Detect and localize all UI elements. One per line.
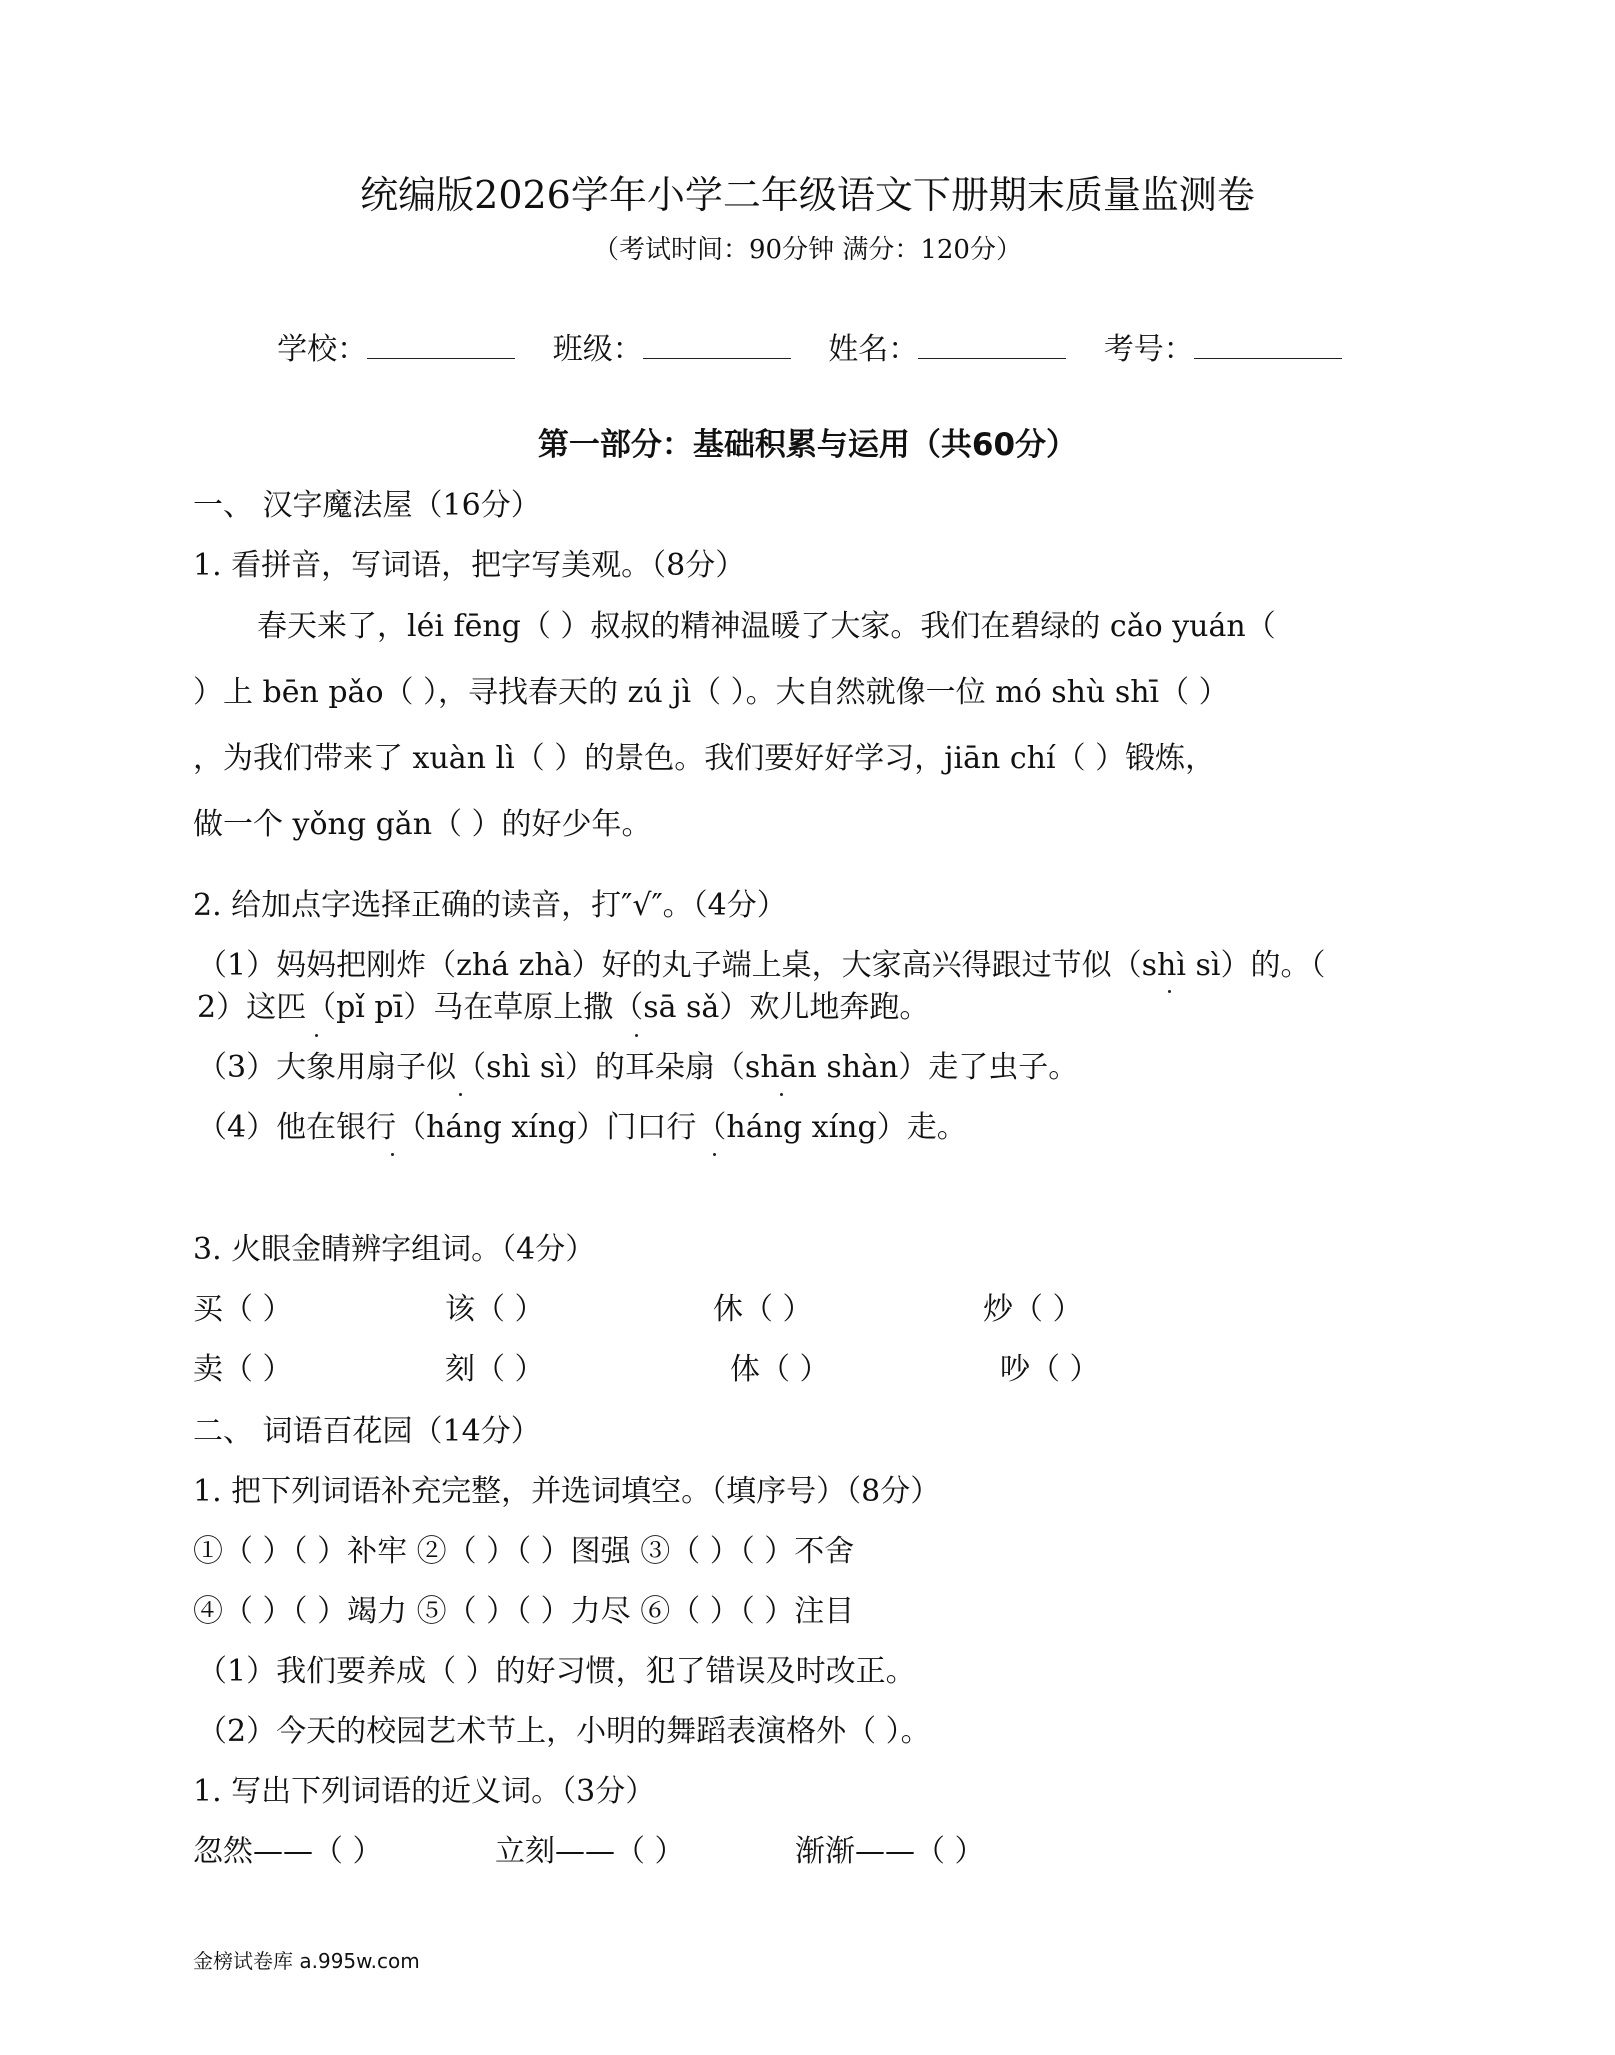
s1-q2-title: 2. 给加点字选择正确的读音，打″√″。（4分） [193,888,787,923]
s2-q1-row-1: ①（ ）（ ）补牢 ②（ ）（ ）图强 ③（ ）（ ）不舍 [193,1534,855,1569]
s1-q1-line-1: 春天来了，léi fēng（ ）叔叔的精神温暖了大家。我们在碧绿的 cǎo yuán（ [257,609,1276,644]
s1-q1-paragraph [193,594,1443,858]
s1-q2-line-3: （3）大象用扇子似（shì sì）的耳朵扇（shān shàn）走了虫子。 [197,1050,1079,1085]
student-info-row [0,330,1615,370]
s1-q2-line-1: （1）妈妈把刚炸（zhá zhà）好的丸子端上桌，大家高兴得跟过节似（shì sì）的。（ [197,948,1326,983]
s1-q2-line-2: 2）这匹（pǐ pī）马在草原上撒（sā sǎ）欢儿地奔跑。 [197,990,930,1025]
s1-q3-item: 休（ ） [713,1292,813,1327]
synonym-item: 渐渐——（ ） [795,1834,985,1869]
footer-source: 金榜试卷库 a.995w.com [193,1949,420,1973]
emphasis-dot [713,1153,716,1156]
name-label: 姓名： [828,332,919,367]
s1-q3-item: 吵（ ） [1000,1352,1100,1387]
s1-q3-item: 刻（ ） [445,1352,545,1387]
section1-heading: 一、 汉字魔法屋（16分） [193,488,541,523]
s2-q2-title: 1. 写出下列词语的近义词。（3分） [193,1774,656,1809]
s1-q1-line-4: 做一个 yǒng gǎn（ ）的好少年。 [193,807,652,842]
s1-q3-item: 体（ ） [730,1352,830,1387]
exam-title: 统编版2026学年小学二年级语文下册期末质量监测卷 [360,173,1255,217]
s1-q3-item: 买（ ） [193,1292,293,1327]
class-blank[interactable] [643,332,791,359]
exam-number-blank[interactable] [1194,332,1342,359]
s1-q1-line-3: ，为我们带来了 xuàn lì（ ）的景色。我们要好好学习，jiān chí（ ）锻炼， [193,741,1216,776]
section2-heading: 二、 词语百花园（14分） [193,1414,541,1449]
part1-title: 第一部分：基础积累与运用（共60分） [537,427,1078,463]
emphasis-dot [780,1093,783,1096]
emphasis-dot [635,1034,638,1037]
emphasis-dot [459,1093,462,1096]
s1-q1-line-2: ）上 bēn pǎo（ ），寻找春天的 zú jì（ ）。大自然就像一位 mó shù shī（ ） [193,675,1229,710]
s2-q1-sentence-2: （2）今天的校园艺术节上，小明的舞蹈表演格外（ ）。 [197,1714,931,1749]
s1-q3-item: 该（ ） [445,1292,545,1327]
class-label: 班级： [552,332,643,367]
synonym-item: 忽然——（ ） [193,1834,383,1869]
s2-q1-title: 1. 把下列词语补充完整，并选词填空。（填序号）（8分） [193,1474,941,1509]
s1-q2-line-4: （4）他在银行（háng xíng）门口行（háng xíng）走。 [197,1110,967,1145]
s1-q3-title: 3. 火眼金睛辨字组词。（4分） [193,1232,596,1267]
emphasis-dot [1168,990,1171,993]
exam-subtitle: （考试时间：90分钟 满分：120分） [593,235,1022,265]
school-label: 学校： [277,332,368,367]
s2-q1-sentence-1: （1）我们要养成（ ）的好习惯，犯了错误及时改正。 [197,1654,916,1689]
name-blank[interactable] [918,332,1066,359]
school-blank[interactable] [367,332,515,359]
synonym-item: 立刻——（ ） [495,1834,685,1869]
exam-number-label: 考号： [1103,332,1194,367]
s1-q3-item: 炒（ ） [983,1292,1083,1327]
s1-q3-item: 卖（ ） [193,1352,293,1387]
emphasis-dot [391,1153,394,1156]
s2-q1-row-2: ④（ ）（ ）竭力 ⑤（ ）（ ）力尽 ⑥（ ）（ ）注目 [193,1594,855,1629]
emphasis-dot [315,1034,318,1037]
s1-q1-title: 1. 看拼音，写词语，把字写美观。（8分） [193,548,746,583]
